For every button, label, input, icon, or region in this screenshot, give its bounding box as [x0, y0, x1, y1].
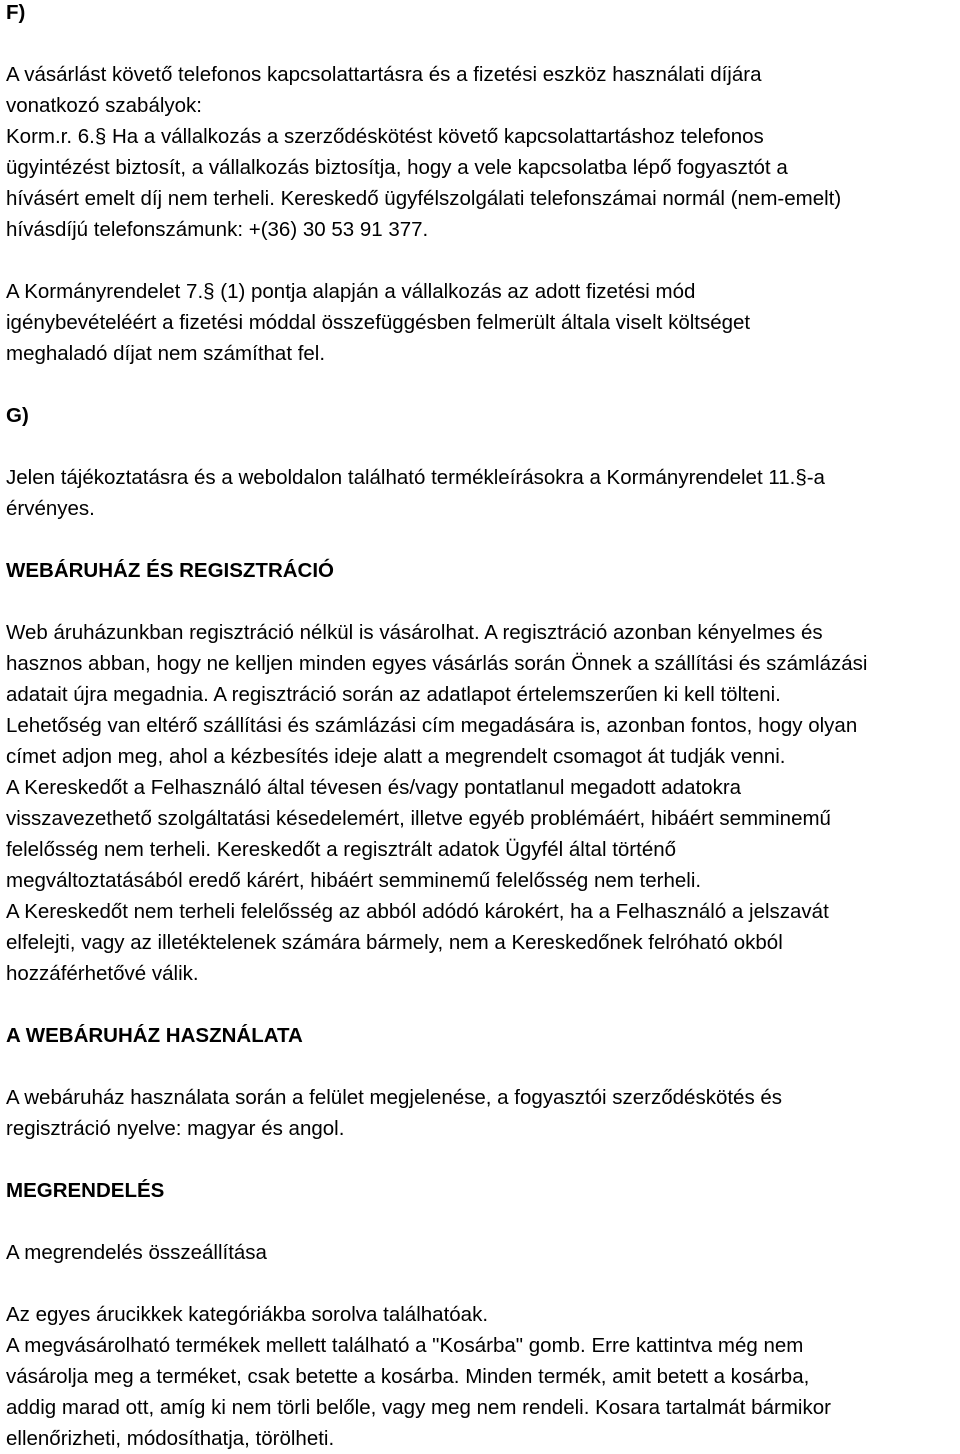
paragraph-line: Korm.r. 6.§ Ha a vállalkozás a szerződéskötést követő kapcsolattartáshoz telefonos [6, 125, 764, 148]
paragraph-line: vásárolja meg a terméket, csak betette a kosárba. Minden termék, amit betett a kosárba, [6, 1365, 810, 1388]
paragraph-line: A Kereskedőt a Felhasználó által tévesen és/vagy pontatlanul megadott adatokra [6, 776, 742, 799]
paragraph-line: hozzáférhetővé válik. [6, 962, 199, 985]
paragraph-line: hasznos abban, hogy ne kelljen minden egyes vásárlás során Önnek a szállítási és számlázási [6, 652, 868, 675]
paragraph-line: vonatkozó szabályok: [6, 94, 203, 117]
paragraph-line: A webáruház használata során a felület megjelenése, a fogyasztói szerződéskötés és [6, 1086, 783, 1109]
paragraph-line: A Kereskedőt nem terheli felelősség az abból adódó károkért, ha a Felhasználó a jelszavát [6, 900, 829, 923]
section-heading-webaruhaz: WEBÁRUHÁZ ÉS REGISZTRÁCIÓ [6, 559, 334, 582]
paragraph-line: A Kormányrendelet 7.§ (1) pontja alapján a vállalkozás az adott fizetési mód [6, 280, 696, 303]
section-heading-g: G) [6, 404, 29, 427]
section-heading-f: F) [6, 1, 26, 24]
paragraph-line: hívásdíjú telefonszámunk: +(36) 30 53 91 377. [6, 218, 429, 241]
section-heading-megrendeles: MEGRENDELÉS [6, 1179, 165, 1202]
paragraph-line: Lehetőség van eltérő szállítási és számlázási cím megadására is, azonban fontos, hogy olyan [6, 714, 858, 737]
paragraph-line: Jelen tájékoztatásra és a weboldalon található termékleírásokra a Kormányrendelet 11.§-a [6, 466, 825, 489]
paragraph-line: megváltoztatásából eredő kárért, hibáért semminemű felelősség nem terheli. [6, 869, 702, 892]
paragraph-line: érvényes. [6, 497, 95, 520]
paragraph-line: addig marad ott, amíg ki nem törli belőle, vagy meg nem rendeli. Kosara tartalmát bármikor [6, 1396, 831, 1419]
paragraph-line: hívásért emelt díj nem terheli. Kereskedő ügyfélszolgálati telefonszámai normál (nem-emelt) [6, 187, 842, 210]
paragraph-line: Az egyes árucikkek kategóriákba sorolva találhatóak. [6, 1303, 489, 1326]
paragraph-line: igénybevételéért a fizetési móddal összefüggésben felmerült általa viselt költséget [6, 311, 751, 334]
paragraph-line: felelősség nem terheli. Kereskedőt a regisztrált adatok Ügyfél által történő [6, 838, 677, 861]
paragraph-line: elfelejti, vagy az illetéktelenek számára bármely, nem a Kereskedőnek felróható okból [6, 931, 783, 954]
paragraph-line: A vásárlást követő telefonos kapcsolattartásra és a fizetési eszköz használati díjára [6, 63, 762, 86]
section-heading-hasznalata: A WEBÁRUHÁZ HASZNÁLATA [6, 1024, 303, 1047]
paragraph-line: ügyintézést biztosít, a vállalkozás biztosítja, hogy a vele kapcsolatba lépő fogyasztót a [6, 156, 788, 179]
paragraph-line: ellenőrizheti, módosíthatja, törölheti. [6, 1427, 335, 1450]
paragraph-line: regisztráció nyelve: magyar és angol. [6, 1117, 345, 1140]
paragraph-line: címet adjon meg, ahol a kézbesítés ideje alatt a megrendelt csomagot át tudják venni. [6, 745, 786, 768]
subheading: A megrendelés összeállítása [6, 1241, 267, 1264]
paragraph-line: Web áruházunkban regisztráció nélkül is vásárolhat. A regisztráció azonban kényelmes és [6, 621, 823, 644]
paragraph-line: A megvásárolható termékek mellett található a "Kosárba" gomb. Erre kattintva még nem [6, 1334, 804, 1357]
paragraph-line: visszavezethető szolgáltatási késedelemért, illetve egyéb problémáért, hibáért semminemű [6, 807, 831, 830]
paragraph-line: adatait újra megadnia. A regisztráció során az adatlapot értelemszerűen ki kell tölteni. [6, 683, 781, 706]
paragraph-line: meghaladó díjat nem számíthat fel. [6, 342, 326, 365]
